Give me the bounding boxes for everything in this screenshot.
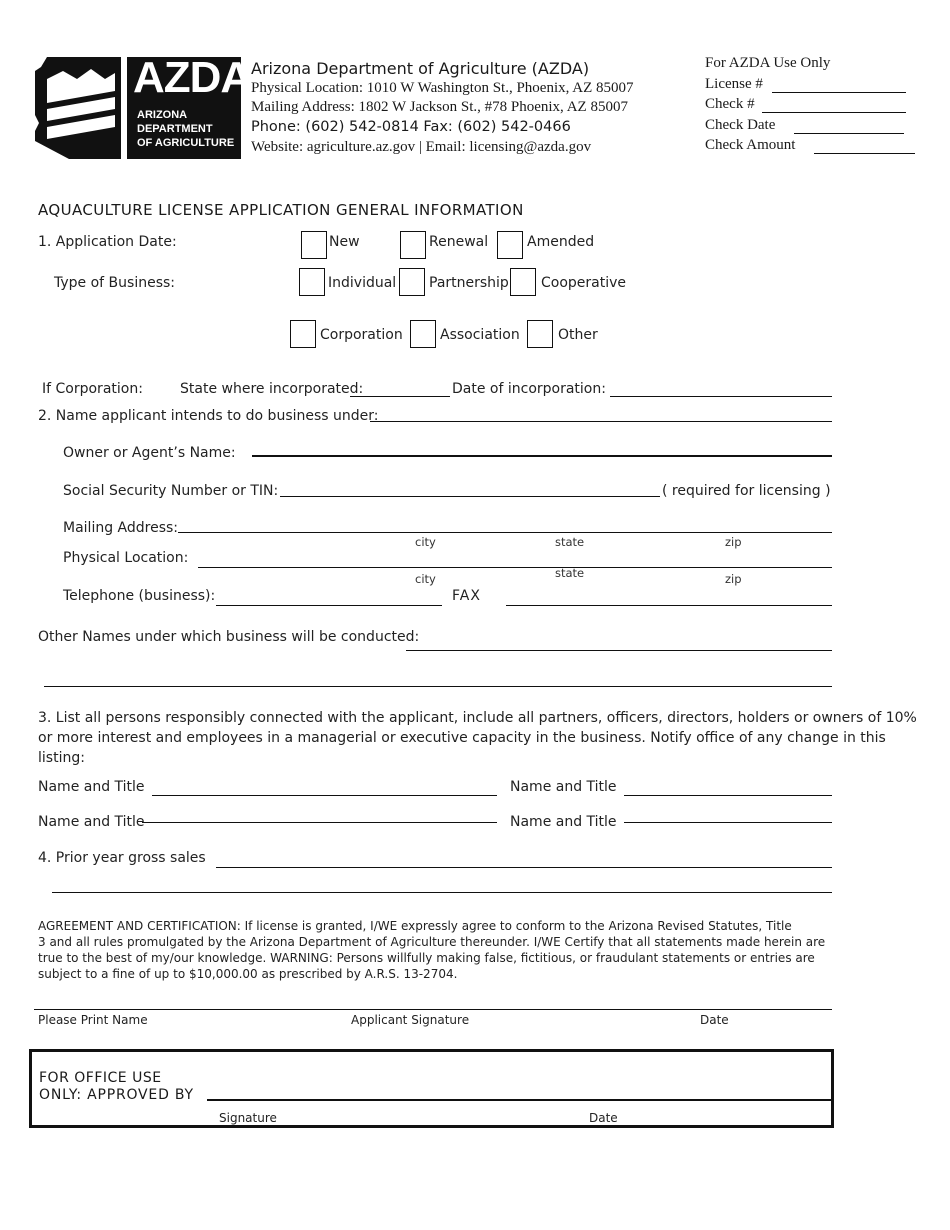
logo-sub-1: ARIZONA [137,109,188,121]
physical-state-caption: state [555,566,585,580]
mailing-address: Mailing Address: 1802 W Jackson St., #78 Phoenix, AZ 85007 [251,99,628,115]
agency-title: Arizona Department of Agriculture (AZDA) [251,59,590,78]
office-use-box [29,1049,834,1128]
physical-location-field[interactable] [198,567,832,568]
gross-sales-field[interactable] [216,867,832,868]
corporation-label: Corporation [320,327,403,343]
association-label: Association [440,327,520,343]
applicant-signature-caption: Applicant Signature [351,1013,470,1027]
office-use-title-1: FOR OFFICE USE [39,1070,162,1086]
name-title-label-4: Name and Title [510,814,617,830]
agreement-text-3: true to the best of my/our knowledge. WARNING: Persons willfully making false, fictitious, or fraudulant statements or entries are [38,951,815,965]
office-signature-caption: Signature [219,1111,277,1125]
corporation-checkbox[interactable] [290,320,316,348]
name-title-field-2[interactable] [624,795,832,796]
logo-text-block [127,53,252,159]
ssn-tin-field[interactable] [280,496,660,497]
phone-fax: Phone: (602) 542-0814 Fax: (602) 542-0466 [251,119,571,135]
signature-line[interactable] [34,1009,832,1010]
mailing-address-label: Mailing Address: [63,520,179,536]
name-title-label-2: Name and Title [510,779,617,795]
persons-text-2: or more interest and employees in a managerial or executive capacity in the business. Notify office of any change in this [38,730,886,746]
type-of-business-label: Type of Business: [54,275,176,291]
name-title-field-4[interactable] [624,822,832,823]
required-note: ( required for licensing ) [662,483,831,499]
name-title-field-3[interactable] [142,822,497,823]
date-incorporation-field[interactable] [610,396,832,397]
telephone-field[interactable] [216,605,442,606]
use-only-title: For AZDA Use Only [705,55,831,71]
business-name-field[interactable] [370,421,832,422]
cooperative-checkbox[interactable] [510,268,536,296]
date-incorporation-label: Date of incorporation: [452,381,606,397]
renewal-checkbox[interactable] [400,231,426,259]
physical-city-caption: city [415,572,436,586]
check-date-field[interactable] [794,133,904,134]
state-incorporated-label: State where incorporated: [180,381,364,397]
application-date-label: 1. Application Date: [38,234,177,250]
telephone-label: Telephone (business): [63,588,216,604]
new-checkbox[interactable] [301,231,327,259]
license-label: License # [705,76,763,92]
amended-label: Amended [527,234,595,250]
fax-label: FAX [452,588,481,604]
check-amount-field[interactable] [814,153,915,154]
other-checkbox[interactable] [527,320,553,348]
website-email: Website: agriculture.az.gov | Email: licensing@azda.gov [251,139,592,155]
ssn-tin-label: Social Security Number or TIN: [63,483,279,499]
partnership-label: Partnership [429,275,509,291]
amended-checkbox[interactable] [497,231,523,259]
section-title: AQUACULTURE LICENSE APPLICATION GENERAL INFORMATION [38,201,524,219]
renewal-label: Renewal [429,234,489,250]
check-amount-label: Check Amount [705,137,796,153]
gross-sales-label: 4. Prior year gross sales [38,850,206,866]
cooperative-label: Cooperative [541,275,627,291]
new-label: New [329,234,360,250]
agreement-text-1: AGREEMENT AND CERTIFICATION: If license is granted, I/WE expressly agree to conform to the Arizona Revised Statutes, Title [38,919,792,933]
business-name-label: 2. Name applicant intends to do business under: [38,408,379,424]
other-names-field[interactable] [406,650,832,651]
date-caption: Date [700,1013,729,1027]
agreement-text-4: subject to a fine of up to $10,000.00 as prescribed by A.R.S. 13-2704. [38,967,458,981]
check-date-label: Check Date [705,117,776,133]
fax-field[interactable] [506,605,832,606]
logo-sub-3: OF AGRICULTURE [137,137,235,149]
check-field[interactable] [762,112,906,113]
name-title-label-3: Name and Title [38,814,145,830]
other-names-field-2[interactable] [44,686,832,687]
other-label: Other [558,327,598,343]
check-label: Check # [705,96,755,112]
other-names-label: Other Names under which business will be conducted: [38,629,420,645]
physical-location: Physical Location: 1010 W Washington St., Phoenix, AZ 85007 [251,80,634,96]
mailing-address-field[interactable] [178,532,832,533]
office-date-caption: Date [589,1111,618,1125]
individual-checkbox[interactable] [299,268,325,296]
association-checkbox[interactable] [410,320,436,348]
if-corporation-label: If Corporation: [42,381,143,397]
gross-sales-field-2[interactable] [52,892,832,893]
persons-text-3: listing: [38,750,85,766]
print-name-caption: Please Print Name [38,1013,148,1027]
physical-location-label: Physical Location: [63,550,189,566]
office-use-title-2: ONLY: APPROVED BY [39,1087,194,1103]
owner-agent-label: Owner or Agent’s Name: [63,445,236,461]
arizona-map-icon [33,57,121,159]
partnership-checkbox[interactable] [399,268,425,296]
name-title-field-1[interactable] [152,795,497,796]
name-title-label-1: Name and Title [38,779,145,795]
license-field[interactable] [772,92,906,93]
logo-sub-2: DEPARTMENT [137,123,213,135]
individual-label: Individual [328,275,397,291]
mailing-zip-caption: zip [725,535,742,549]
state-incorporated-field[interactable] [350,396,450,397]
azda-logo [33,53,252,159]
mailing-state-caption: state [555,535,585,549]
mailing-city-caption: city [415,535,436,549]
approved-by-field[interactable] [207,1099,831,1101]
owner-agent-field[interactable] [252,455,832,457]
persons-text-1: 3. List all persons responsibly connected with the applicant, include all partners, officers, directors, holders or owners of 10% [38,710,917,726]
agreement-text-2: 3 and all rules promulgated by the Arizona Department of Agriculture thereunder. I/WE Certify that all statements made herein are [38,935,826,949]
physical-zip-caption: zip [725,572,742,586]
logo-mark: AZDA [133,53,252,102]
